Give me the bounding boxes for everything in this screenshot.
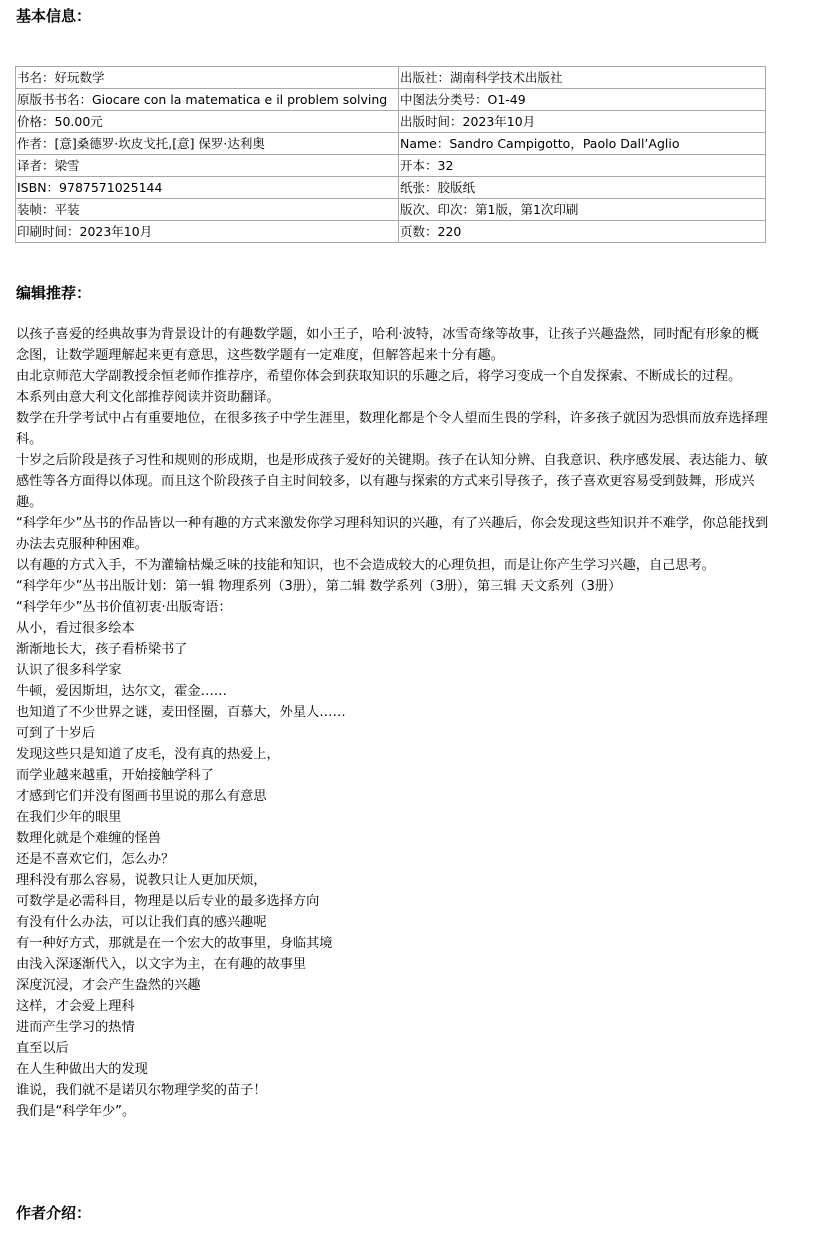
recommendation-paragraph: 进而产生学习的热情 — [16, 1020, 135, 1035]
recommendation-paragraph: 以孩子喜爱的经典故事为背景设计的有趣数学题，如小王子，哈利·波特，冰雪奇缘等故事，让孩子兴趣盎然，同时配有形象的概念图，让数学题理解起来更有意思，这些数学题有一定难度，但解答起来十分有趣。 — [16, 327, 759, 363]
recommendation-paragraph: 认识了很多科学家 — [16, 663, 122, 678]
basic-info-heading: 基本信息： — [16, 7, 92, 25]
recommendation-paragraph: 有没有什么办法，可以让我们真的感兴趣呢 — [16, 915, 267, 930]
recommendation-paragraph: 谁说，我们就不是诺贝尔物理学奖的苗子！ — [16, 1083, 267, 1098]
info-cell-right: 开本：32 — [399, 155, 766, 177]
recommendation-paragraph: 直至以后 — [16, 1041, 69, 1056]
recommendation-paragraph: 而学业越来越重，开始接触学科了 — [16, 768, 214, 783]
info-cell-left: 装帧：平装 — [16, 199, 399, 221]
recommendation-paragraph: 从小，看过很多绘本 — [16, 621, 135, 636]
recommendation-paragraph: 才感到它们并没有图画书里说的那么有意思 — [16, 789, 267, 804]
recommendation-text — [16, 324, 770, 1122]
info-row — [16, 199, 766, 221]
recommendation-paragraph: 以有趣的方式入手，不为灌输枯燥乏味的技能和知识，也不会造成较大的心理负担，而是让你产生学习兴趣，自己思考。 — [16, 558, 715, 573]
recommendation-paragraph: 由浅入深逐渐代入，以文字为主，在有趣的故事里 — [16, 957, 307, 972]
info-cell-right: 版次、印次：第1版，第1次印刷 — [399, 199, 766, 221]
info-row — [16, 133, 766, 155]
info-cell-left: 译者：梁雪 — [16, 155, 399, 177]
info-cell-right: 页数：220 — [399, 221, 766, 243]
recommendation-paragraph: 数学在升学考试中占有重要地位，在很多孩子中学生涯里，数理化都是个令人望而生畏的学科，许多孩子就因为恐惧而放弃选择理科。 — [16, 411, 768, 447]
recommendation-paragraph: 在人生种做出大的发现 — [16, 1062, 148, 1077]
info-table — [15, 66, 766, 243]
info-cell-right: 出版社：湖南科学技术出版社 — [399, 67, 766, 89]
info-cell-left: 作者：[意]桑德罗·坎皮戈托,[意] 保罗·达利奥 — [16, 133, 399, 155]
info-cell-right: 中图法分类号：O1-49 — [399, 89, 766, 111]
recommendation-paragraph: 由北京师范大学副教授余恒老师作推荐序，希望你体会到获取知识的乐趣之后，将学习变成一个自发探索、不断成长的过程。 — [16, 369, 742, 384]
recommendation-paragraph: 本系列由意大利文化部推荐阅读并资助翻译。 — [16, 390, 280, 405]
recommendation-paragraph: 十岁之后阶段是孩子习性和规则的形成期，也是形成孩子爱好的关键期。孩子在认知分辨、自我意识、秩序感发展、表达能力、敏感性等各方面得以体现。而且这个阶段孩子自主时间较多，以有趣与探索的方式来引导孩子，孩子喜欢更容易受到鼓舞，形成兴趣。 — [16, 453, 768, 510]
recommendation-paragraph: 渐渐地长大，孩子看桥梁书了 — [16, 642, 188, 657]
editor-recommendation-heading: 编辑推荐： — [16, 284, 92, 302]
info-row — [16, 111, 766, 133]
info-cell-left: 原版书书名：Giocare con la matematica e il problem solving — [16, 89, 399, 111]
info-row — [16, 177, 766, 199]
recommendation-paragraph: “科学年少”丛书出版计划：第一辑 物理系列（3册），第二辑 数学系列（3册），第三辑 天文系列（3册） — [16, 579, 622, 594]
info-row — [16, 155, 766, 177]
recommendation-paragraph: 还是不喜欢它们，怎么办？ — [16, 852, 175, 867]
info-row — [16, 221, 766, 243]
info-row — [16, 89, 766, 111]
info-cell-right: Name：Sandro Campigotto，Paolo Dall’Aglio — [399, 133, 766, 155]
recommendation-paragraph: 我们是“科学年少”。 — [16, 1104, 136, 1119]
info-cell-right: 出版时间：2023年10月 — [399, 111, 766, 133]
recommendation-paragraph: “科学年少”丛书的作品皆以一种有趣的方式来激发你学习理科知识的兴趣，有了兴趣后，你会发现这些知识并不难学，你总能找到办法去克服种种困难。 — [16, 516, 769, 552]
author-intro-heading: 作者介绍： — [16, 1204, 92, 1222]
recommendation-paragraph: 牛顿，爱因斯坦，达尔文，霍金…… — [16, 684, 227, 699]
info-cell-left: 书名：好玩数学 — [16, 67, 399, 89]
info-row — [16, 67, 766, 89]
recommendation-paragraph: 有一种好方式，那就是在一个宏大的故事里，身临其境 — [16, 936, 333, 951]
recommendation-paragraph: 这样，才会爱上理科 — [16, 999, 135, 1014]
recommendation-paragraph: 深度沉浸，才会产生盎然的兴趣 — [16, 978, 201, 993]
recommendation-paragraph: 可数学是必需科目，物理是以后专业的最多选择方向 — [16, 894, 320, 909]
recommendation-paragraph: 发现这些只是知道了皮毛，没有真的热爱上， — [16, 747, 280, 762]
recommendation-paragraph: 理科没有那么容易，说教只让人更加厌烦， — [16, 873, 267, 888]
recommendation-paragraph: “科学年少”丛书价值初衷·出版寄语： — [16, 600, 232, 615]
info-cell-left: 印刷时间：2023年10月 — [16, 221, 399, 243]
recommendation-paragraph: 在我们少年的眼里 — [16, 810, 122, 825]
info-cell-right: 纸张：胶版纸 — [399, 177, 766, 199]
recommendation-paragraph: 也知道了不少世界之谜，麦田怪圈，百慕大，外星人…… — [16, 705, 346, 720]
recommendation-paragraph: 数理化就是个难缠的怪兽 — [16, 831, 162, 846]
recommendation-paragraph: 可到了十岁后 — [16, 726, 96, 741]
info-cell-left: ISBN：9787571025144 — [16, 177, 399, 199]
info-cell-left: 价格：50.00元 — [16, 111, 399, 133]
